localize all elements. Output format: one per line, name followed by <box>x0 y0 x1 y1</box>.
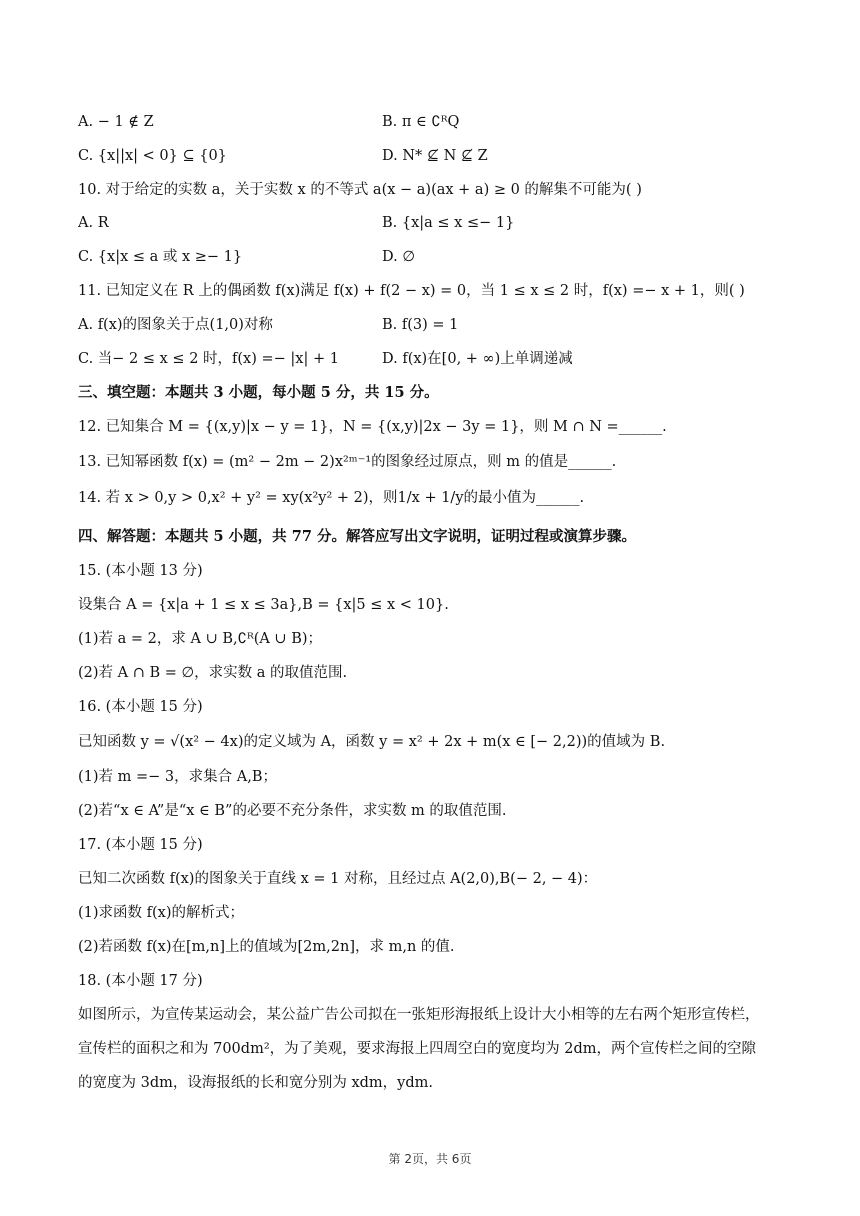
q16-heading: 16. (本小题 15 分) <box>78 699 203 715</box>
section-3-heading: 三、填空题：本题共 3 小题，每小题 5 分，共 15 分。 <box>78 384 439 401</box>
q11-option-a: A. f(x)的图象关于点(1,0)对称 <box>78 317 273 333</box>
q17-line-3: (2)若函数 f(x)在[m,n]上的值域为[2m,2n]，求 m,n 的值. <box>78 939 455 955</box>
q9-option-c: C. {x||x| < 0} ⊆ {0} <box>78 148 227 164</box>
q15-heading: 15. (本小题 13 分) <box>78 563 203 579</box>
q9-option-a: A. − 1 ∉ Z <box>78 114 154 130</box>
q18-line-1: 如图所示，为宣传某运动会，某公益广告公司拟在一张矩形海报纸上设计大小相等的左右两个矩形宣传栏， <box>78 1007 760 1023</box>
q16-line-3: (2)若“x ∈ A”是“x ∈ B”的必要不充分条件，求实数 m 的取值范围. <box>78 803 507 819</box>
q10-option-d: D. ∅ <box>382 249 415 265</box>
q11-option-d: D. f(x)在[0, + ∞)上单调递减 <box>382 351 573 367</box>
question-13: 13. 已知幂函数 f(x) = (m² − 2m − 2)x²ᵐ⁻¹的图象经过原点，则 m 的值是______. <box>78 454 617 470</box>
q17-heading: 17. (本小题 15 分) <box>78 837 203 853</box>
q18-line-3: 的宽度为 3dm，设海报纸的长和宽分别为 xdm，ydm. <box>78 1075 434 1091</box>
question-12: 12. 已知集合 M = {(x,y)|x − y = 1}，N = {(x,y)|2x − 3y = 1}，则 M ∩ N =______. <box>78 419 667 435</box>
q10-option-c: C. {x|x ≤ a 或 x ≥− 1} <box>78 249 243 265</box>
q10-stem: 10. 对于给定的实数 a，关于实数 x 的不等式 a(x − a)(ax + a) ≥ 0 的解集不可能为( ) <box>78 182 642 198</box>
q17-line-1: 已知二次函数 f(x)的图象关于直线 x = 1 对称，且经过点 A(2,0),B(− 2, − 4)： <box>78 871 598 887</box>
q18-line-2: 宣传栏的面积之和为 700dm²，为了美观，要求海报上四周空白的宽度均为 2dm，两个宣传栏之间的空隙 <box>78 1041 756 1057</box>
section-4-heading: 四、解答题：本题共 5 小题，共 77 分。解答应写出文字说明，证明过程或演算步骤。 <box>78 528 636 545</box>
q9-option-d: D. N* ⊈ N ⊈ Z <box>382 148 488 164</box>
q9-option-b: B. π ∈ ∁ᴿQ <box>382 114 460 130</box>
q15-line-1: 设集合 A = {x|a + 1 ≤ x ≤ 3a},B = {x|5 ≤ x < 10}. <box>78 597 449 613</box>
q15-line-3: (2)若 A ∩ B = ∅，求实数 a 的取值范围. <box>78 665 348 681</box>
q18-heading: 18. (本小题 17 分) <box>78 973 203 989</box>
q10-option-a: A. R <box>78 215 109 231</box>
q11-option-c: C. 当− 2 ≤ x ≤ 2 时，f(x) =− |x| + 1 <box>78 351 339 367</box>
question-14: 14. 若 x > 0,y > 0,x² + y² = xy(x²y² + 2)，则1/x + 1/y的最小值为______. <box>78 490 585 506</box>
q10-option-b: B. {x|a ≤ x ≤− 1} <box>382 215 515 231</box>
q16-line-2: (1)若 m =− 3，求集合 A,B； <box>78 769 277 785</box>
q16-line-1: 已知函数 y = √(x² − 4x)的定义域为 A，函数 y = x² + 2x + m(x ∈ [− 2,2))的值域为 B. <box>78 734 666 750</box>
q15-line-2: (1)若 a = 2，求 A ∪ B,∁ᴿ(A ∪ B)； <box>78 631 323 647</box>
q17-line-2: (1)求函数 f(x)的解析式； <box>78 905 245 921</box>
page-footer: 第 2页，共 6页 <box>388 1152 472 1166</box>
q11-stem: 11. 已知定义在 R 上的偶函数 f(x)满足 f(x) + f(2 − x) = 0，当 1 ≤ x ≤ 2 时，f(x) =− x + 1，则( ) <box>78 283 745 299</box>
q11-option-b: B. f(3) = 1 <box>382 317 459 333</box>
